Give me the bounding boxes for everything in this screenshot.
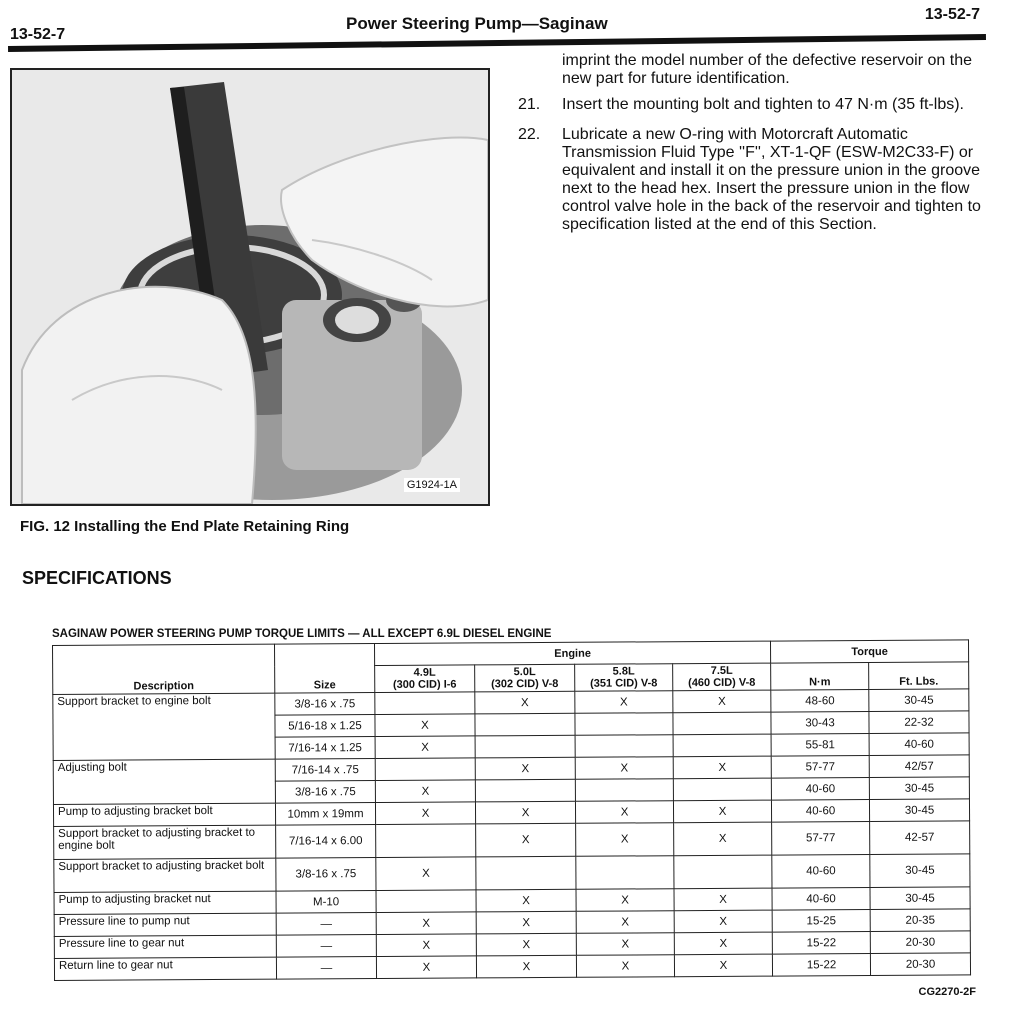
engine-cell: X [375, 736, 475, 759]
pump-illustration [12, 70, 488, 504]
nm-cell: 55-81 [771, 734, 869, 757]
page-number-right: 13-52-7 [924, 6, 980, 23]
engine-cell: X [673, 800, 771, 823]
instruction-text: Lubricate a new O-ring with Motorcraft Automatic Transmission Fluid Type ''F'', XT-1-QF (ESW-M2C33-F) or equivalent and install it on the pressure union in the groove next to the head hex. Insert the pressure union in the flow control valve hole in the back of the reservoir and tighten to specification listed at the end of this Section. [562, 126, 981, 233]
header-rule [8, 34, 986, 52]
description-cell: Pump to adjusting bracket nut [54, 891, 276, 914]
engine-cell: X [576, 911, 674, 934]
nm-cell: 48-60 [771, 690, 869, 713]
engine-cell [674, 855, 772, 889]
engine-cell: X [376, 934, 476, 957]
engine-cell [475, 713, 575, 736]
engine-cell: X [576, 823, 674, 857]
engine-cell: X [575, 801, 673, 824]
header-engine-1: 4.9L (300 CID) I-6 [375, 665, 475, 693]
engine-cell [673, 734, 771, 757]
size-cell: 3/8-16 x .75 [275, 693, 375, 716]
instructions-column [518, 52, 990, 246]
engine-cell: X [674, 910, 772, 933]
header-description: Description [53, 644, 275, 694]
engine-cell: X [576, 889, 674, 912]
engine-cell: X [674, 954, 772, 977]
engine-cell [375, 692, 475, 715]
figure-caption: FIG. 12 Installing the End Plate Retaining Ring [20, 518, 350, 535]
ftlbs-cell: 30-45 [870, 799, 970, 822]
nm-cell: 40-60 [772, 888, 870, 911]
size-cell: 10mm x 19mm [275, 803, 375, 826]
size-cell: 7/16-14 x 1.25 [275, 737, 375, 760]
instruction-item [518, 126, 990, 234]
header-ftlbs: Ft. Lbs. [869, 662, 969, 690]
table-row [54, 953, 970, 981]
engine-cell: X [575, 757, 673, 780]
engine-cell [376, 824, 476, 858]
description-cell: Adjusting bolt [53, 759, 275, 804]
engine-cell: X [576, 955, 674, 978]
nm-cell: 30-43 [771, 712, 869, 735]
header-engine-group: Engine [374, 641, 770, 665]
table-title: SAGINAW POWER STEERING PUMP TORQUE LIMITS — ALL EXCEPT 6.9L DIESEL ENGINE [52, 628, 552, 640]
torque-limits-table [52, 639, 971, 981]
engine-cell: X [475, 757, 575, 780]
engine-cell: X [375, 714, 475, 737]
ftlbs-cell: 42-57 [870, 821, 970, 855]
engine-cell: X [674, 888, 772, 911]
header-engine-4: 7.5L (460 CID) V-8 [673, 663, 771, 691]
instruction-text: Insert the mounting bolt and tighten to 47 N·m (35 ft-lbs). [562, 96, 964, 113]
description-cell: Return line to gear nut [54, 957, 276, 980]
table-row [54, 854, 970, 893]
ftlbs-cell: 30-45 [869, 777, 969, 800]
figure-code: CG2270-2F [918, 986, 976, 998]
engine-cell: X [375, 780, 475, 803]
ftlbs-cell: 20-30 [870, 931, 970, 954]
size-cell: 7/16-14 x 6.00 [276, 825, 376, 859]
description-cell: Support bracket to adjusting bracket bolt [54, 858, 276, 892]
size-cell: 7/16-14 x .75 [275, 759, 375, 782]
engine-cell: X [375, 802, 475, 825]
size-cell: — [276, 935, 376, 958]
nm-cell: 15-22 [772, 954, 870, 977]
header-torque-group: Torque [771, 640, 969, 663]
ftlbs-cell: 20-35 [870, 909, 970, 932]
size-cell: 5/16-18 x 1.25 [275, 715, 375, 738]
description-cell: Support bracket to engine bolt [53, 693, 275, 760]
description-cell: Support bracket to adjusting bracket to engine bolt [54, 825, 276, 859]
nm-cell: 57-77 [771, 756, 869, 779]
header-nm: N·m [771, 663, 869, 691]
instruction-number: 21. [518, 96, 541, 113]
instruction-item [518, 96, 990, 114]
ftlbs-cell: 42/57 [869, 755, 969, 778]
engine-cell [476, 856, 576, 890]
page-title: Power Steering Pump—Saginaw [346, 14, 608, 33]
engine-cell [575, 779, 673, 802]
engine-cell [576, 856, 674, 890]
ftlbs-cell: 30-45 [870, 887, 970, 910]
nm-cell: 15-22 [772, 932, 870, 955]
header-size: Size [274, 644, 374, 694]
engine-cell [375, 758, 475, 781]
engine-cell: X [475, 691, 575, 714]
engine-cell [575, 713, 673, 736]
page-number-left: 13-52-7 [10, 26, 66, 43]
engine-cell: X [476, 911, 576, 934]
size-cell: M-10 [276, 891, 376, 914]
description-cell: Pressure line to gear nut [54, 935, 276, 958]
engine-cell: X [674, 932, 772, 955]
engine-cell [673, 778, 771, 801]
engine-cell [376, 890, 476, 913]
figure-photo [10, 68, 490, 506]
specifications-heading: SPECIFICATIONS [22, 568, 172, 588]
engine-cell: X [476, 889, 576, 912]
engine-cell [673, 712, 771, 735]
engine-cell: X [376, 857, 476, 891]
engine-cell: X [575, 691, 673, 714]
header-engine-3: 5.8L (351 CID) V-8 [575, 664, 673, 692]
ftlbs-cell: 22-32 [869, 711, 969, 734]
engine-cell: X [476, 823, 576, 857]
nm-cell: 57-77 [772, 822, 870, 856]
nm-cell: 40-60 [772, 855, 870, 889]
size-cell: — [276, 957, 376, 980]
instruction-lead: imprint the model number of the defective reservoir on the new part for future identification. [562, 52, 972, 87]
engine-cell: X [376, 912, 476, 935]
header-engine-2: 5.0L (302 CID) V-8 [475, 664, 575, 692]
engine-cell: X [476, 955, 576, 978]
engine-cell [475, 735, 575, 758]
nm-cell: 40-60 [772, 800, 870, 823]
engine-cell: X [673, 756, 771, 779]
engine-cell: X [673, 690, 771, 713]
size-cell: 3/8-16 x .75 [276, 858, 376, 892]
size-cell: — [276, 913, 376, 936]
ftlbs-cell: 30-45 [869, 689, 969, 712]
nm-cell: 40-60 [771, 778, 869, 801]
nm-cell: 15-25 [772, 910, 870, 933]
engine-cell [475, 779, 575, 802]
engine-cell: X [376, 956, 476, 979]
engine-cell: X [576, 933, 674, 956]
ftlbs-cell: 30-45 [870, 854, 970, 888]
instruction-number: 22. [518, 126, 541, 143]
size-cell: 3/8-16 x .75 [275, 781, 375, 804]
figure-id-label: G1924-1A [404, 478, 460, 492]
description-cell: Pressure line to pump nut [54, 913, 276, 936]
description-cell: Pump to adjusting bracket bolt [53, 803, 275, 826]
table-row [54, 821, 970, 860]
ftlbs-cell: 20-30 [870, 953, 970, 976]
engine-cell: X [475, 801, 575, 824]
engine-cell [575, 735, 673, 758]
engine-cell: X [674, 822, 772, 856]
ftlbs-cell: 40-60 [869, 733, 969, 756]
engine-cell: X [476, 933, 576, 956]
